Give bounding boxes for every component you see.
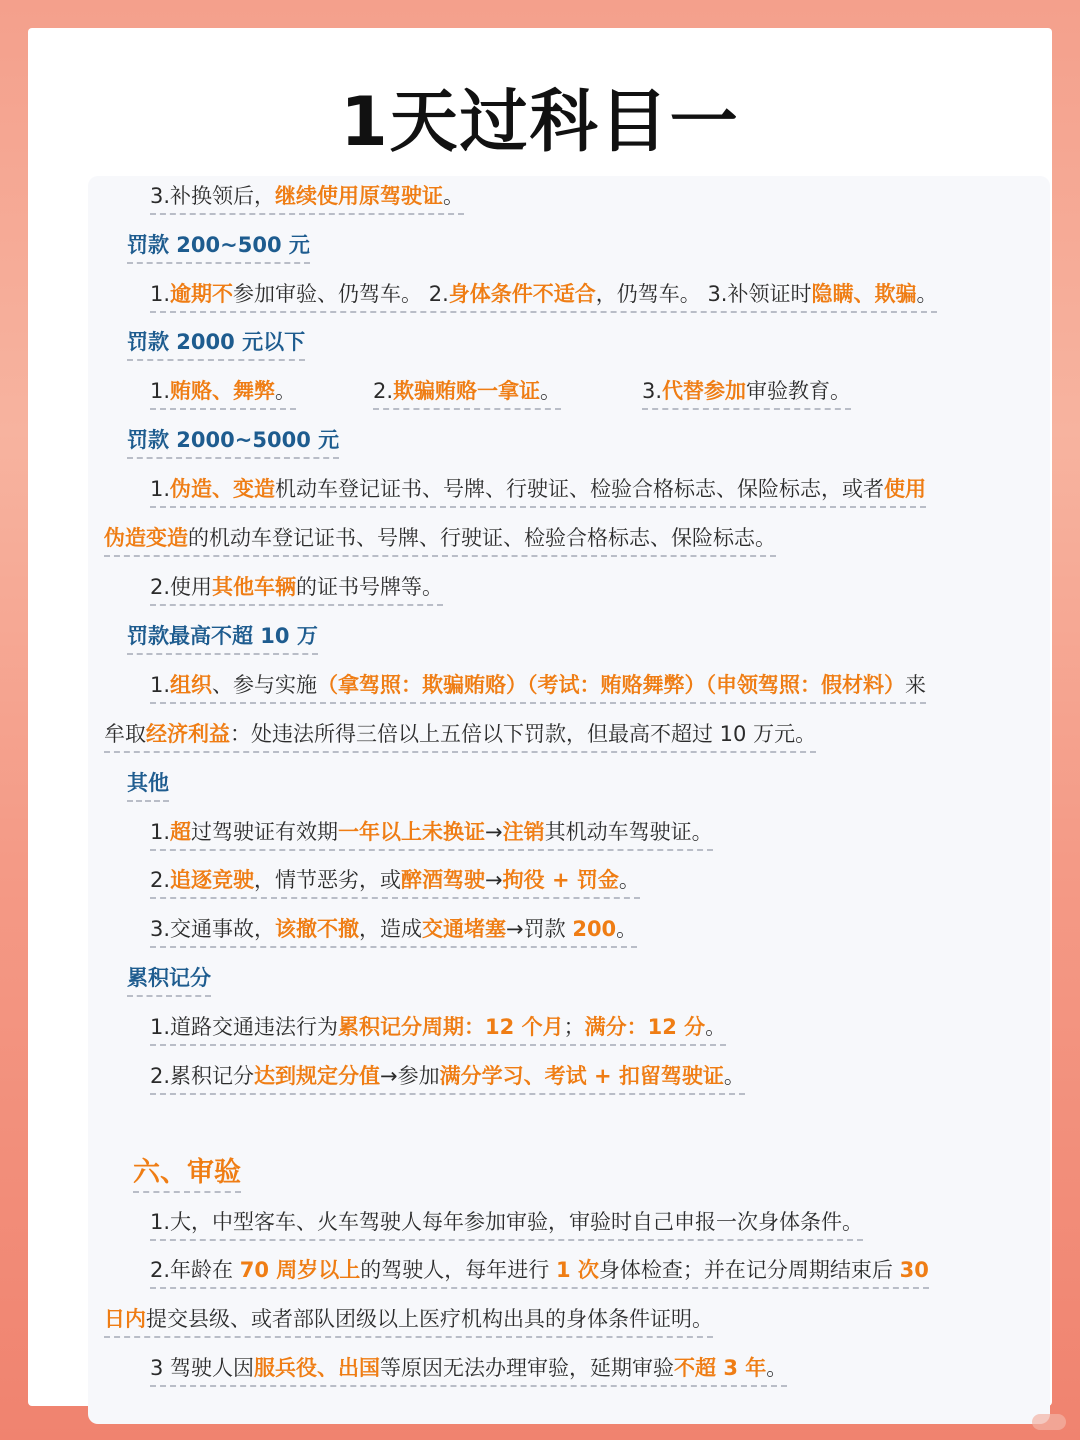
text-line: 牟取经济利益：处违法所得三倍以上五倍以下罚款，但最高不超过 10 万元。 [104,718,816,753]
text-line: 2.累积记分达到规定分值→参加满分学习、考试 + 扣留驾驶证。 [150,1060,745,1095]
section-heading: 累积记分 [127,962,211,997]
text-line: 2.年龄在 70 周岁以上的驾驶人，每年进行 1 次身体检查；并在记分周期结束后 30 [150,1254,929,1289]
text-line: 1.组织、参与实施（拿驾照：欺骗贿赂）（考试：贿赂舞弊）（申领驾照：假材料）来 [150,669,926,704]
section-heading: 其他 [127,767,169,802]
text-line: 1.伪造、变造机动车登记证书、号牌、行驶证、检验合格标志、保险标志，或者使用 [150,473,926,508]
section-heading: 罚款最高不超 10 万 [127,620,318,655]
watermark-badge [1032,1414,1066,1430]
text-line: 1.贿赂、舞弊。 [150,375,296,410]
page-title: 1天过科目一 [340,83,740,162]
text-line: 1.超过驾驶证有效期一年以上未换证→注销其机动车驾驶证。 [150,816,713,851]
text-line: 2.使用其他车辆的证书号牌等。 [150,571,443,606]
text-line: 3 驾驶人因服兵役、出国等原因无法办理审验，延期审验不超 3 年。 [150,1352,787,1387]
text-line: 1.大，中型客车、火车驾驶人每年参加审验，审验时自己申报一次身体条件。 [150,1206,863,1241]
section-heading: 罚款 2000~5000 元 [127,424,339,459]
text-line: 3.代替参加审验教育。 [642,375,851,410]
text-line: 2.追逐竞驶，情节恶劣，或醉酒驾驶→拘役 + 罚金。 [150,864,640,899]
text-line: 3.补换领后，继续使用原驾驶证。 [150,180,464,215]
text-line: 1.逾期不参加审验、仍驾车。 2.身体条件不适合，仍驾车。 3.补领证时隐瞒、欺骗。 [150,278,937,313]
text-line: 伪造变造的机动车登记证书、号牌、行驶证、检验合格标志、保险标志。 [104,522,776,557]
section-heading: 罚款 200~500 元 [127,229,310,264]
text-line: 3.交通事故，该撤不撤，造成交通堵塞→罚款 200。 [150,913,637,948]
section-heading: 罚款 2000 元以下 [127,326,305,361]
text-line: 1.道路交通违法行为累积记分周期：12 个月；满分：12 分。 [150,1011,726,1046]
text-line: 日内提交县级、或者部队团级以上医疗机构出具的身体条件证明。 [104,1303,713,1338]
section-title: 六、审验 [133,1150,241,1193]
text-line: 2.欺骗贿赂一拿证。 [373,375,561,410]
